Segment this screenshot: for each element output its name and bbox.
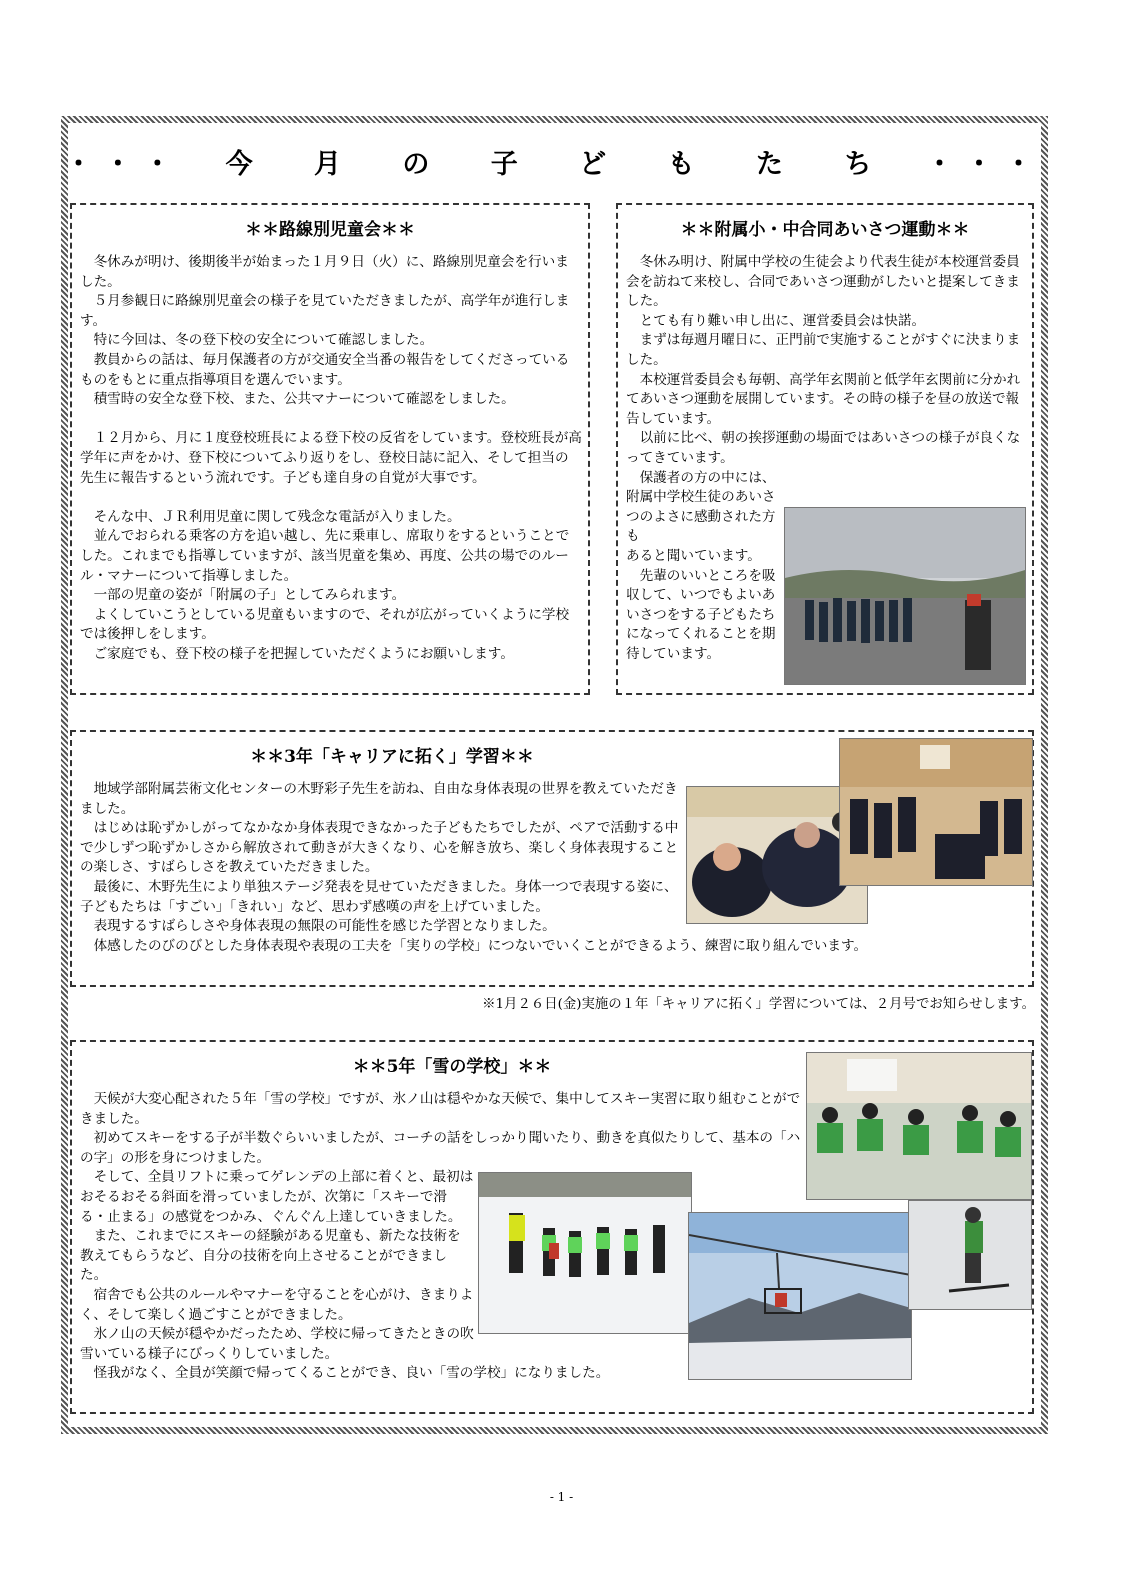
snow-photo-dining xyxy=(806,1052,1032,1200)
paragraph: また、これまでにスキーの経験がある児童も、新たな技術を教えてもらうなど、自分の技術を向上させることができました。 xyxy=(80,1228,461,1284)
career-note: ※1月２６日(金)実施の１年「キャリアに拓く」学習については、２月号でお知らせします。 xyxy=(482,997,1035,1012)
paragraph: はじめは恥ずかしがってなかなか身体表現できなかった子どもたちでしたが、ペアで活動する中で少しずつ恥ずかしさから解放されて動きが大きくなり、心を解き放ち、楽しく身体表現することの楽しさ、すばらしさを教えていただきました。 xyxy=(80,820,679,876)
career-photo-right xyxy=(839,738,1033,886)
paragraph: そんな中、ＪＲ利用児童に関して残念な電話が入りました。 xyxy=(93,508,461,525)
page-number: - 1 - xyxy=(549,1490,574,1504)
paragraph: 以前に比べ、朝の挨拶運動の場面ではあいさつの様子が良くなってきています。 xyxy=(626,430,1021,466)
section-heading: ＊＊3年「キャリアに拓く」学習＊＊ xyxy=(250,747,534,767)
paragraph: 一部の児童の姿が「附属の子」としてみられます。 xyxy=(93,587,406,604)
section-greeting-campaign xyxy=(616,203,1034,695)
page-title: ･･･ 今 月 の 子 ど も た ち ･･･ xyxy=(71,149,1052,180)
paragraph: まずは毎週月曜日に、正門前で実施することがすぐに決まりました。 xyxy=(626,332,1021,368)
paragraph: 表現するすばらしさや身体表現の無限の可能性を感じた学習となりました。 xyxy=(93,918,556,935)
paragraph: とても有り難い申し出に、運営委員会は快諾。 xyxy=(639,312,926,329)
greeting-photo xyxy=(784,507,1026,685)
snow-photo-chairlift-image xyxy=(689,1213,911,1379)
paragraph: よくしていこうとしている児童もいますので、それが広がっていくように学校では後押しをします。 xyxy=(80,606,570,643)
section-snow-school xyxy=(70,1040,1034,1414)
paragraph: 特に今回は、冬の登下校の安全について確認しました。 xyxy=(93,332,434,349)
career-photo-right-image xyxy=(840,739,1032,885)
section-body xyxy=(80,253,582,664)
paragraph: 初めてスキーをする子が半数ぐらいいましたが、コーチの話をしっかり聞いたり、動きを真似たりして、基本の「ハの字」の形を身につけました。 xyxy=(80,1130,801,1166)
paragraph: 冬休みが明け、後期後半が始まった１月９日（火）に、路線別児童会を行いました。 xyxy=(80,254,569,290)
snow-photo-chairlift xyxy=(688,1212,912,1380)
greeting-photo-image xyxy=(785,508,1025,684)
paragraph: 最後に、木野先生により単独ステージ発表を見せていただきました。身体一つで表現する姿に、子どもたちは「すごい」「きれい」など、思わず感嘆の声を上げていました。 xyxy=(80,878,678,915)
paragraph: 怪我がなく、全員が笑顔で帰ってくることができ、良い「雪の学校」になりました。 xyxy=(93,1365,610,1382)
snow-photo-skiing-group xyxy=(478,1172,692,1334)
paragraph: 氷ノ山の天候が穏やかだったため、学校に帰ってきたときの吹雪いている様子にびっくりしていました。 xyxy=(80,1326,474,1362)
paragraph: あると聞いています。 xyxy=(626,547,761,564)
paragraph: 宿舎でも公共のルールやマナーを守ることを心がけ、きまりよく、そして楽しく過ごすことができました。 xyxy=(80,1286,474,1323)
snow-photo-skier xyxy=(908,1200,1032,1310)
section-route-meeting xyxy=(70,203,590,695)
paragraph: 教員からの話は、毎月保護者の方が交通安全当番の報告をしてくださっているものをもとに重点指導項目を選んでいます。 xyxy=(80,351,570,388)
paragraph: そして、全員リフトに乗ってゲレンデの上部に着くと、最初はおそるおそる斜面を滑っていましたが、次第に「スキーで滑る・止まる」の感覚をつかみ、ぐんぐん上達していきました。 xyxy=(80,1169,474,1225)
paragraph: １２月から、月に１度登校班長による登下校の反省をしています。登校班長が高学年に声をかけ、登下校についてふり返りをし、登校日誌に記入、そして担当の先生に報告するという流れです。子ども達自身の自覚が大事です。 xyxy=(80,430,582,486)
paragraph: 積雪時の安全な登下校、また、公共マナーについて確認をしました。 xyxy=(93,391,515,408)
section-career-learning xyxy=(70,730,1034,987)
paragraph: 地域学部附属芸術文化センターの木野彩子先生を訪ね、自由な身体表現の世界を教えていただきました。 xyxy=(80,781,678,817)
section-heading: ＊＊5年「雪の学校」＊＊ xyxy=(352,1057,552,1077)
paragraph: 先輩のいいところを吸収して、いつでもよいあいさつをする子どもたちになってくれることを期待しています。 xyxy=(626,567,776,662)
paragraph: ご家庭でも、登下校の様子を把握していただくようにお願いします。 xyxy=(93,645,514,662)
paragraph: 並んでおられる乗客の方を追い越し、先に乗車し、席取りをするということでした。これまでも指導していますが、該当児童を集め、再度、公共の場でのルール・マナーについて指導しました。 xyxy=(80,528,570,584)
paragraph: ５月参観日に路線別児童会の様子を見ていただきましたが、高学年が進行します。 xyxy=(80,293,570,329)
section-heading: ＊＊路線別児童会＊＊ xyxy=(245,220,415,240)
section-heading: ＊＊附属小・中合同あいさつ運動＊＊ xyxy=(680,220,970,240)
snow-photo-skier-image xyxy=(909,1201,1031,1309)
paragraph: 保護者の方の中には、附属中学校生徒のあいさつのよさに感動された方も xyxy=(626,469,776,545)
paragraph: 冬休み明け、附属中学校の生徒会より代表生徒が本校運営委員会を訪ねて来校し、合同であいさつ運動がしたいと提案してきました。 xyxy=(626,254,1020,310)
paragraph: 天候が大変心配された５年「雪の学校」ですが、氷ノ山は穏やかな天候で、集中してスキー実習に取り組むことができました。 xyxy=(80,1091,801,1127)
snow-photo-dining-image xyxy=(807,1053,1031,1199)
paragraph: 本校運営委員会も毎朝、高学年玄関前と低学年玄関前に分かれてあいさつ運動を展開しています。その時の様子を昼の放送で報告しています。 xyxy=(626,371,1021,427)
paragraph: 体感したのびのびとした身体表現や表現の工夫を「実りの学校」につないでいくことができるよう、練習に取り組んでいます。 xyxy=(93,937,868,954)
snow-photo-skiing-group-image xyxy=(479,1173,691,1333)
